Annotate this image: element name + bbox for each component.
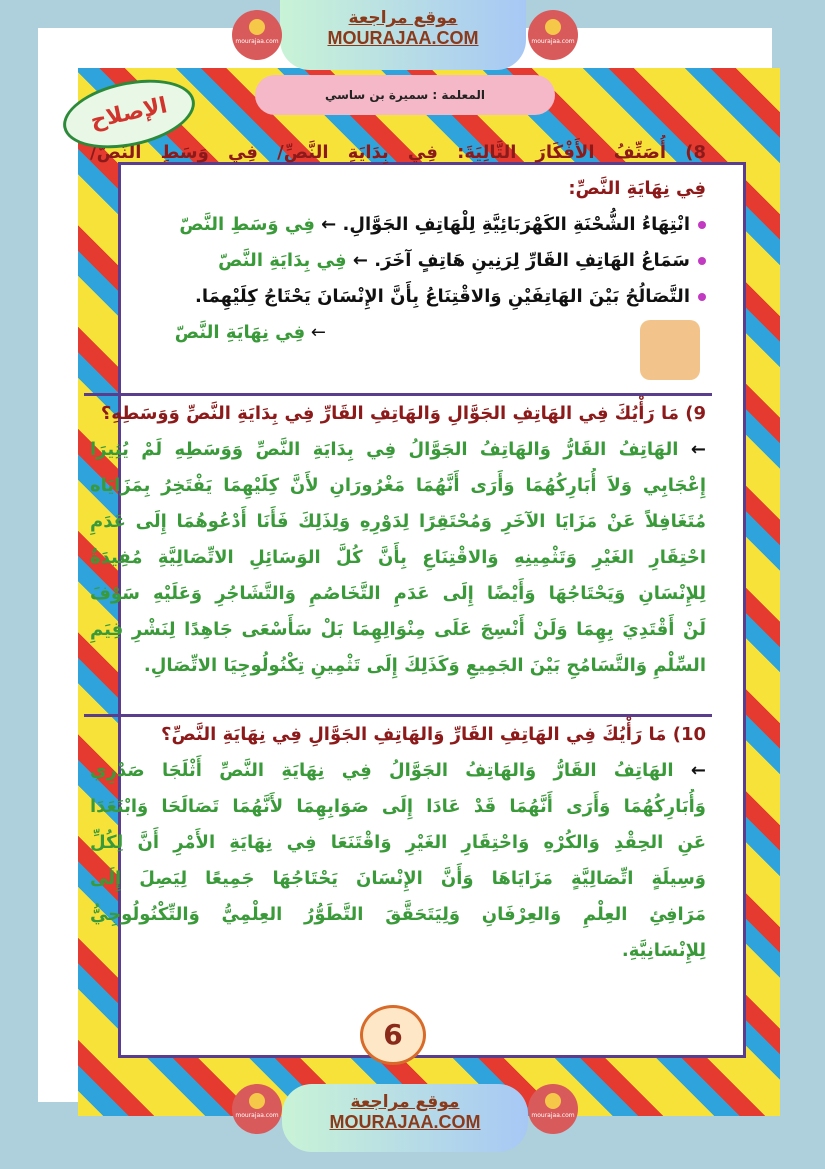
list-item: انْتِهَاءُ الشُّحْنَةِ الكَهْرَبَائِيَّةِ لِلْهَاتِفِ الجَوَّالِ. ← فِي وَسَطِ النَّصّ <box>90 207 706 243</box>
teacher-ribbon <box>255 75 555 115</box>
answer-line: وَسِيلَةٍ اتِّصَالِيَّةٍ مَزَايَاهَا وَأَنَّ الإِنْسَانَ يَحْتَاجُهَا جَمِيعًا لِيَصِلَ إِلَى <box>90 868 706 889</box>
site-domain[interactable]: MOURAJAA.COM <box>329 1112 481 1132</box>
answer-line: لِلإِنْسَانِيَّةِ. <box>621 940 706 961</box>
site-logo-icon: mourajaa.com <box>232 1084 282 1134</box>
question-9 <box>84 396 712 717</box>
question-title: 10) مَا رَأْيُكَ فِي الهَاتِفِ القَارِّ وَالهَاتِفِ الجَوَّالِ فِي نِهَايَةِ النَّصِّ؟ <box>161 724 706 745</box>
question-10 <box>84 717 712 975</box>
list-item: سَمَاعُ الهَاتِفِ القَارِّ لِرَنِينِ هَاتِفٍ آخَرَ. ← فِي بِدَايَةِ النَّصّ <box>90 243 706 279</box>
answer-line: لِلإِنْسَانِ وَيَحْتَاجُهَا وَأَيْضًا إِلَى عَدَمِ التَّخَاصُمِ وَالتَّشَاجُرِ وَعَلَيْهِ سَوْفَ <box>90 583 706 604</box>
worksheet-content <box>84 135 712 975</box>
answer-line: مُتَغَافِلاً عَنْ مَزَايَا الآخَرِ وَمُحْتَقِرًا لِدَوْرِهِ وَلِذَلِكَ فَأَنَا أَدْعُوهُمَا إِلَى عَدَمِ <box>90 511 706 532</box>
list-item: التَّصَالُحُ بَيْنَ الهَاتِفَيْنِ وَالاقْتِنَاعُ بِأَنَّ الإِنْسَانَ يَحْتَاجُ كِلَيْهِمَا. <box>90 279 706 315</box>
question-8 <box>84 135 712 396</box>
site-logo-icon: mourajaa.com <box>528 1084 578 1134</box>
bullet-icon <box>698 257 706 265</box>
bullet-icon <box>698 221 706 229</box>
answer-line: ← الهَاتِفُ القَارُّ وَالهَاتِفُ الجَوَّالُ فِي بِدَايَةِ النَّصِّ وَوَسَطِهِ لَمْ يُثِيرَا <box>90 439 706 460</box>
site-logo-icon: mourajaa.com <box>528 10 578 60</box>
question-title: 9) مَا رَأْيُكَ فِي الهَاتِفِ الجَوَّالِ وَالهَاتِفِ القَارِّ فِي بِدَايَةِ النَّصِّ وَوَسَطِهِ؟ <box>100 403 706 424</box>
answer-line: مَرَافِئِ العِلْمِ وَالعِرْفَانِ وَلِيَتَحَقَّقَ التَّطَوُّرُ العِلْمِيُّ وَالتِّكْنُولُوجِيُّ <box>90 904 706 925</box>
answer-line: ← الهَاتِفُ القَارُّ وَالهَاتِفُ الجَوَّالُ فِي نِهَايَةِ النَّصِّ أَثْلَجَا صَدْرِي <box>90 760 706 781</box>
bullet-icon <box>698 293 706 301</box>
site-banner-top[interactable] <box>280 0 526 70</box>
site-domain[interactable]: MOURAJAA.COM <box>327 28 479 48</box>
page-number: 6 <box>360 1005 426 1065</box>
site-name-arabic: موقع مراجعة <box>348 8 458 28</box>
site-logo-icon: mourajaa.com <box>232 10 282 60</box>
question-title: فِي نِهَايَةِ النَّصِّ: <box>568 178 706 199</box>
answer-line: وَأُبَارِكُهُمَا وَأَرَى أَنَّهُمَا قَدْ عَادَا إِلَى صَوَابِهِمَا لأَنَّهُمَا تَصَالَحَا وَابْتَعَدَا <box>90 796 706 817</box>
teacher-name: المعلمة : سميرة بن ساسي <box>324 88 485 102</box>
site-banner-bottom[interactable] <box>282 1084 528 1152</box>
site-name-arabic: موقع مراجعة <box>350 1092 460 1112</box>
answer-line: عَنِ الحِقْدِ وَالكُرْهِ وَاحْتِقَارِ الغَيْرِ وَاقْتَنَعَا فِي نِهَايَةِ الأَمْرِ أَنَّ لِكُلِّ <box>90 832 706 853</box>
list-item-answer: ← فِي نِهَايَةِ النَّصّ <box>174 322 326 343</box>
question-title: 8) أُصَنِّفُ الأَفْكَارَ التَّالِيَةَ: فِي بِدَايَةِ النَّصِّ/ فِي وَسَطِ النَّصّ/ <box>90 142 706 163</box>
answer-line: إِعْجَابِي وَلاَ أُبَارِكُهُمَا وَأَرَى أَنَّهُمَا مَغْرُورَانِ لأَنَّ كِلَيْهِمَا يَفْتَخِرُ بِمَزَايَاه <box>90 475 706 496</box>
correction-badge: الإصلاح <box>57 69 201 159</box>
answer-line: لَنْ أَقْتَدِيَ بِهِمَا وَلَنْ أَنْسِجَ عَلَى مِنْوَالِهِمَا بَلْ سَأَسْعَى جَاهِدًا لِنَشْرِ قِيَمِ <box>90 619 706 640</box>
reading-kids-illustration <box>640 320 700 380</box>
answer-line: احْتِقَارِ الغَيْرِ وَتَثْمِينِهِ وَالاقْتِنَاعِ بِأَنَّ كُلَّ الوَسَائِلِ الاتِّصَالِيَّةِ مُفِيدَةٌ <box>90 547 706 568</box>
answer-line: السِّلْمِ وَالتَّسَامُحِ بَيْنَ الجَمِيعِ وَكَذَلِكَ إِلَى تَثْمِينِ تِكْنُولُوجِيَا الاتِّصَالِ. <box>143 655 706 676</box>
